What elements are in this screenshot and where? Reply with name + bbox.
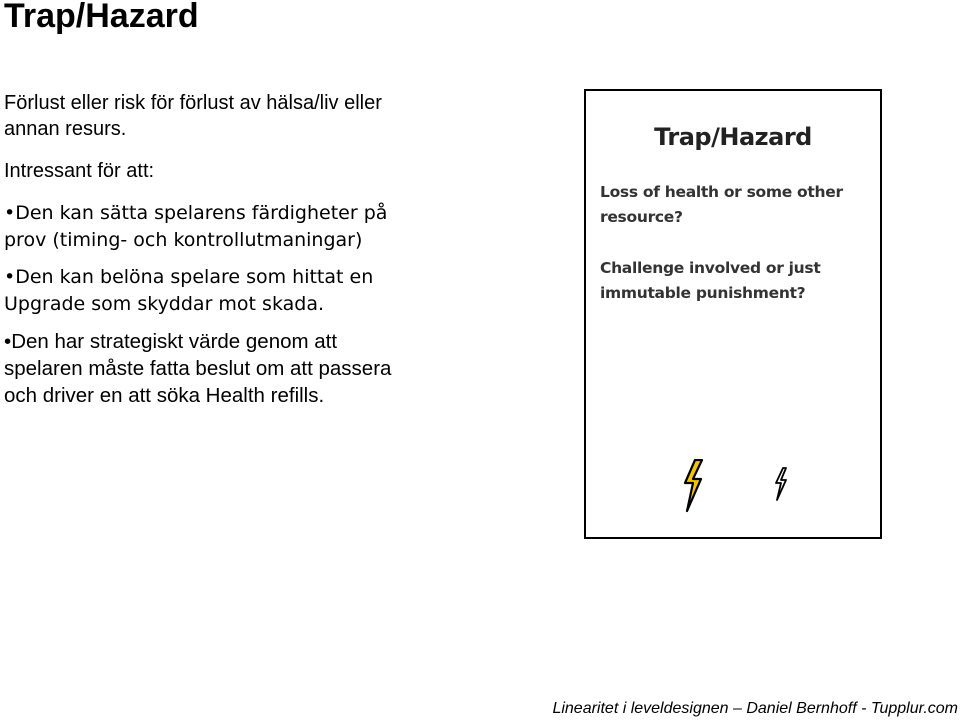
bullet-text: Den kan belöna spelare som hittat en Upgrade som skyddar mot skada. (4, 266, 374, 315)
subheading: Intressant för att: (4, 160, 155, 182)
bullet-item (4, 200, 414, 254)
bullet-text: Den kan sätta spelarens färdigheter på prov (timing- och kontrollutmaningar) (4, 202, 388, 251)
lightning-bolt-icon (774, 467, 788, 501)
bullet-item (4, 264, 414, 318)
card-title: Trap/Hazard (654, 123, 812, 151)
bullet-list (4, 200, 414, 419)
design-card (584, 89, 882, 539)
lightning-bolt-yellow-icon (681, 459, 705, 513)
intro-text: Förlust eller risk för förlust av hälsa/liv eller annan resurs. (4, 92, 382, 140)
card-question-loss: Loss of health or some other resource? (600, 183, 843, 226)
footer-credit: Linearitet i leveldesignen – Daniel Bernhoff - Tupplur.com (552, 700, 958, 717)
bullet-text: Den har strategiskt värde genom att spelaren måste fatta beslut om att passera och driver en att söka Health refills. (4, 330, 392, 407)
bullet-dot: • (4, 202, 16, 224)
card-question-challenge: Challenge involved or just immutable punishment? (600, 259, 821, 302)
bullet-dot: • (4, 266, 16, 288)
bullet-item (4, 328, 414, 409)
bullet-dot: • (4, 330, 12, 353)
slide-title: Trap/Hazard (4, 0, 199, 35)
